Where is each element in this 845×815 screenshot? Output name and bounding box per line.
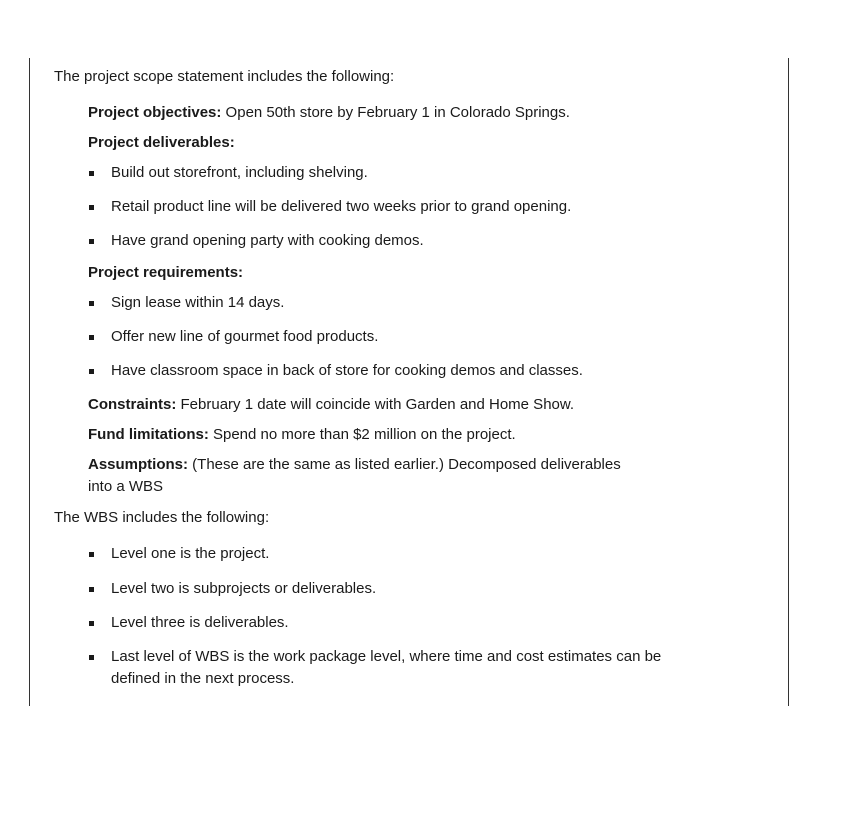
deliverables-label: Project deliverables: — [88, 134, 235, 151]
scope-intro: The project scope statement includes the following: — [54, 68, 395, 85]
bullet-icon — [89, 369, 94, 374]
fund-limitations-paragraph — [88, 426, 516, 444]
constraints-text: February 1 date will coincide with Garden and Home Show. — [176, 396, 575, 413]
wbs-intro: The WBS includes the following: — [54, 509, 270, 526]
requirement-item: Sign lease within 14 days. — [111, 294, 285, 311]
bullet-icon — [89, 587, 94, 592]
wbs-item-continued: defined in the next process. — [111, 670, 295, 687]
bullet-icon — [89, 205, 94, 210]
constraints-paragraph — [88, 396, 574, 414]
bullet-icon — [89, 239, 94, 244]
bullet-icon — [89, 552, 94, 557]
requirement-item: Have classroom space in back of store for cooking demos and classes. — [111, 362, 583, 379]
assumptions-text: (These are the same as listed earlier.) Decomposed deliverables — [188, 456, 621, 473]
objectives-paragraph — [88, 104, 570, 122]
fund-limitations-label: Fund limitations: — [88, 426, 209, 443]
objectives-text: Open 50th store by February 1 in Colorado Springs. — [221, 104, 570, 121]
deliverable-item: Have grand opening party with cooking demos. — [111, 232, 424, 249]
bullet-icon — [89, 171, 94, 176]
bullet-icon — [89, 301, 94, 306]
bullet-icon — [89, 655, 94, 660]
constraints-label: Constraints: — [88, 396, 177, 413]
wbs-item: Level one is the project. — [111, 545, 270, 562]
wbs-item: Last level of WBS is the work package level, where time and cost estimates can be — [111, 648, 662, 665]
left-border-rule — [29, 58, 30, 706]
assumptions-text-continued: into a WBS — [88, 478, 164, 495]
requirements-label: Project requirements: — [88, 264, 244, 281]
requirement-item: Offer new line of gourmet food products. — [111, 328, 379, 345]
objectives-label: Project objectives: — [88, 104, 222, 121]
deliverable-item: Retail product line will be delivered two weeks prior to grand opening. — [111, 198, 572, 215]
wbs-item: Level two is subprojects or deliverables. — [111, 580, 377, 597]
assumptions-paragraph — [88, 456, 621, 474]
requirements-heading — [88, 264, 243, 282]
deliverables-heading — [88, 134, 235, 152]
wbs-item: Level three is deliverables. — [111, 614, 289, 631]
assumptions-label: Assumptions: — [88, 456, 189, 473]
right-border-rule — [788, 58, 789, 706]
bullet-icon — [89, 335, 94, 340]
bullet-icon — [89, 621, 94, 626]
fund-limitations-text: Spend no more than $2 million on the project. — [208, 426, 516, 443]
deliverable-item: Build out storefront, including shelving. — [111, 164, 368, 181]
